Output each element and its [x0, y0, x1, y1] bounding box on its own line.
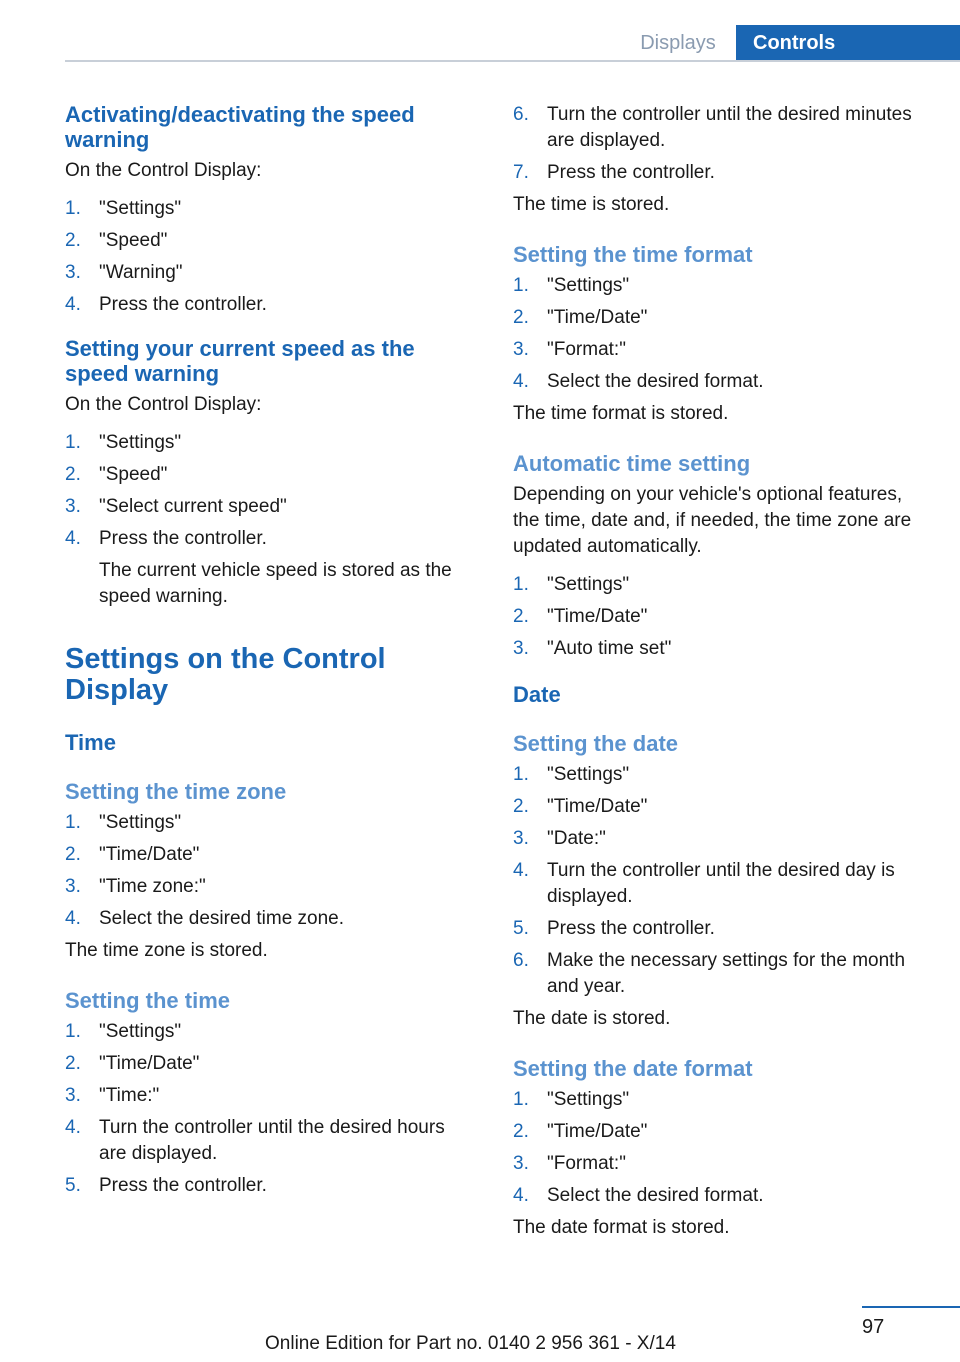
chapter-title: Settings on the Control Display [65, 643, 386, 706]
list-item: 2. "Speed" [65, 464, 168, 485]
list-item: 4. Select the desired time zone. [65, 908, 345, 929]
step-note: The current vehicle speed is stored as the speed warning. [99, 560, 452, 607]
list-item: 1. "Settings" [65, 198, 182, 219]
result-text: The date is stored. [513, 1008, 671, 1029]
intro-text: On the Control Display: [65, 160, 262, 181]
list-item: 7. Press the controller. [513, 162, 715, 183]
result-text: The time zone is stored. [65, 940, 268, 961]
list-item: 1. "Settings" [65, 812, 182, 833]
steps-date [513, 762, 933, 1000]
list-item: 4. Press the controller. [65, 294, 267, 315]
list-item: 2. "Time/Date" [513, 606, 648, 627]
intro-text: Depending on your vehicle's optional features, the time, date and, if needed, the time zone are updated automatically. [513, 484, 912, 557]
section-title-date-format: Setting the date format [513, 1056, 753, 1081]
steps-current-speed [65, 430, 475, 610]
list-item: 2. "Time/Date" [65, 1053, 200, 1074]
list-item: 4. Select the desired format. [513, 1185, 764, 1206]
list-item: 3. "Date:" [513, 828, 606, 849]
list-item: 1. "Settings" [65, 1021, 182, 1042]
list-item: 1. "Settings" [513, 1089, 630, 1110]
heading-time: Time [65, 730, 116, 755]
steps-speed-warning [65, 196, 475, 318]
steps-date-format [513, 1087, 933, 1209]
section-title-auto-time: Automatic time setting [513, 451, 751, 476]
steps-time-format [513, 273, 933, 395]
steps-time-continued [513, 102, 933, 186]
list-item: 2. "Time/Date" [513, 1121, 648, 1142]
list-item: 5. Press the controller. [513, 918, 715, 939]
result-text: The time is stored. [513, 194, 670, 215]
tab-controls[interactable]: Controls [736, 25, 960, 62]
section-title-time-format: Setting the time format [513, 242, 753, 267]
list-item: 6. Turn the controller until the desired minutes are displayed. [513, 104, 912, 151]
list-item: 3. "Format:" [513, 1153, 626, 1174]
right-column [513, 102, 933, 1241]
section-title-speed-warning: Activating/deactivating the speed warning [65, 102, 415, 152]
list-item: 3. "Warning" [65, 262, 183, 283]
tab-displays[interactable]: Displays [640, 32, 716, 54]
section-title-current-speed: Setting your current speed as the speed warning [65, 336, 415, 386]
list-item: 2. "Time/Date" [513, 307, 648, 328]
steps-time-zone [65, 810, 475, 932]
list-item: 4. Press the controller. The current vehicle speed is stored as the speed warning. [65, 526, 475, 610]
page-number: 97 [862, 1316, 885, 1338]
steps-auto-time [513, 572, 933, 662]
list-item: 3. "Auto time set" [513, 638, 672, 659]
list-item: 2. "Time/Date" [65, 844, 200, 865]
list-item: 1. "Settings" [513, 764, 630, 785]
section-title-date: Setting the date [513, 731, 679, 756]
list-item: 3. "Format:" [513, 339, 626, 360]
list-item: 2. "Time/Date" [513, 796, 648, 817]
list-item: 3. "Time zone:" [65, 876, 206, 897]
list-item: 6. Make the necessary settings for the month and year. [513, 950, 906, 997]
steps-time [65, 1019, 475, 1199]
list-item: 3. "Select current speed" [65, 496, 287, 517]
list-item: 1. "Settings" [65, 432, 182, 453]
page-header [0, 0, 960, 62]
edition-text: Online Edition for Part no. 0140 2 956 361 - X/14 [265, 1333, 676, 1354]
left-column [65, 102, 475, 1205]
result-text: The time format is stored. [513, 403, 729, 424]
list-item: 5. Press the controller. [65, 1175, 267, 1196]
list-item: 1. "Settings" [513, 574, 630, 595]
list-item: 2. "Speed" [65, 230, 168, 251]
section-title-time: Setting the time [65, 988, 231, 1013]
heading-date: Date [513, 682, 561, 707]
intro-text: On the Control Display: [65, 394, 262, 415]
section-title-time-zone: Setting the time zone [65, 779, 287, 804]
list-item: 4. Turn the controller until the desired day is displayed. [513, 860, 895, 907]
result-text: The date format is stored. [513, 1217, 730, 1238]
list-item: 4. Turn the controller until the desired hours are displayed. [65, 1117, 445, 1164]
header-divider [65, 60, 960, 62]
list-item: 1. "Settings" [513, 275, 630, 296]
footer-divider [862, 1306, 960, 1308]
list-item: 4. Select the desired format. [513, 371, 764, 392]
list-item: 3. "Time:" [65, 1085, 160, 1106]
